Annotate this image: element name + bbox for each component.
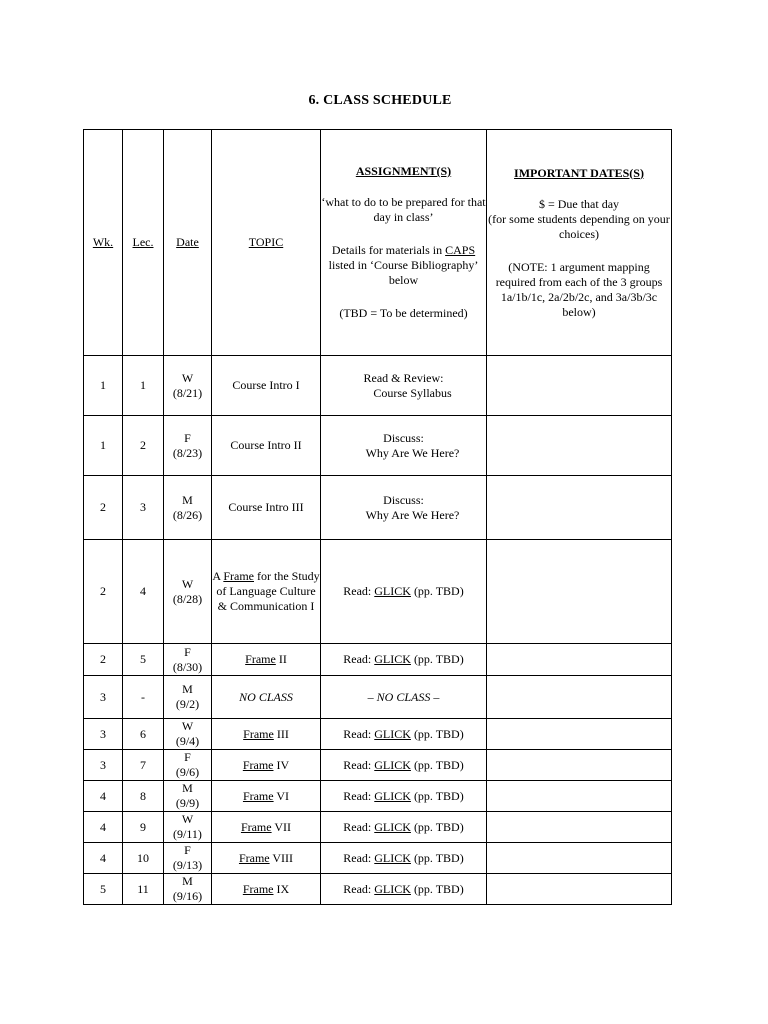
dates-title: IMPORTANT DATES(S) xyxy=(514,165,644,180)
important-dates-cell xyxy=(487,356,672,416)
header-row xyxy=(84,130,672,356)
table-row xyxy=(84,874,672,905)
assignment-cell: Discuss: Why Are We Here? xyxy=(321,416,487,476)
date-cell: F (8/30) xyxy=(164,644,212,676)
important-dates-cell xyxy=(487,676,672,719)
table-row xyxy=(84,676,672,719)
assignment-cell: Discuss: Why Are We Here? xyxy=(321,476,487,540)
topic-cell: Frame II xyxy=(212,644,321,676)
date-cell: M (9/2) xyxy=(164,676,212,719)
topic-cell: Frame VII xyxy=(212,812,321,843)
week-cell: 5 xyxy=(84,874,123,905)
topic-cell: Course Intro I xyxy=(212,356,321,416)
dates-choice-note: (for some students depending on your choices) xyxy=(488,211,670,241)
table-row xyxy=(84,719,672,750)
header-week: Wk. xyxy=(84,130,123,356)
week-cell: 2 xyxy=(84,644,123,676)
assignment-cell: Read: GLICK (pp. TBD) xyxy=(321,843,487,874)
date-cell: F (9/6) xyxy=(164,750,212,781)
week-cell: 2 xyxy=(84,540,123,644)
important-dates-cell xyxy=(487,812,672,843)
header-date: Date xyxy=(164,130,212,356)
week-cell: 3 xyxy=(84,750,123,781)
header-topic: TOPIC xyxy=(212,130,321,356)
header-lecture: Lec. xyxy=(123,130,164,356)
lecture-cell: 5 xyxy=(123,644,164,676)
topic-cell: Frame VI xyxy=(212,781,321,812)
table-row xyxy=(84,781,672,812)
week-cell: 3 xyxy=(84,719,123,750)
table-row xyxy=(84,750,672,781)
assignment-cell: Read: GLICK (pp. TBD) xyxy=(321,812,487,843)
date-cell: F (8/23) xyxy=(164,416,212,476)
week-cell: 4 xyxy=(84,843,123,874)
week-cell: 2 xyxy=(84,476,123,540)
topic-cell: Frame IV xyxy=(212,750,321,781)
header-assignment xyxy=(321,130,487,356)
topic-cell: Frame IX xyxy=(212,874,321,905)
week-cell: 4 xyxy=(84,812,123,843)
date-cell: W (8/28) xyxy=(164,540,212,644)
lecture-cell: 3 xyxy=(123,476,164,540)
assignment-cell: Read & Review: Course Syllabus xyxy=(321,356,487,416)
assignment-title: ASSIGNMENT(S) xyxy=(355,164,452,178)
week-cell: 4 xyxy=(84,781,123,812)
important-dates-cell xyxy=(487,719,672,750)
dates-mapping-note: (NOTE: 1 argument mapping required from each of the 3 groups 1a/1b/1c, 2a/2b/2c, and 3a/3b/3c below) xyxy=(495,259,663,319)
lecture-cell: - xyxy=(123,676,164,719)
table-row xyxy=(84,476,672,540)
date-cell: M (9/9) xyxy=(164,781,212,812)
header-important-dates xyxy=(487,130,672,356)
week-cell: 3 xyxy=(84,676,123,719)
lecture-cell: 10 xyxy=(123,843,164,874)
important-dates-cell xyxy=(487,843,672,874)
date-cell: M (8/26) xyxy=(164,476,212,540)
assignment-cell: Read: GLICK (pp. TBD) xyxy=(321,540,487,644)
table-row xyxy=(84,356,672,416)
date-cell: W (8/21) xyxy=(164,356,212,416)
table-row xyxy=(84,812,672,843)
lecture-cell: 9 xyxy=(123,812,164,843)
assignment-description: ‘what to do to be prepared for that day in class’ xyxy=(321,195,486,224)
topic-cell: A Frame for the Study of Language Culture & Communication I xyxy=(212,540,321,644)
date-cell: M (9/16) xyxy=(164,874,212,905)
date-cell: W (9/11) xyxy=(164,812,212,843)
table-row xyxy=(84,416,672,476)
important-dates-cell xyxy=(487,874,672,905)
lecture-cell: 2 xyxy=(123,416,164,476)
topic-cell: Course Intro III xyxy=(212,476,321,540)
assignment-cell: Read: GLICK (pp. TBD) xyxy=(321,644,487,676)
topic-cell: Course Intro II xyxy=(212,416,321,476)
topic-cell: Frame III xyxy=(212,719,321,750)
table-row xyxy=(84,540,672,644)
lecture-cell: 11 xyxy=(123,874,164,905)
important-dates-cell xyxy=(487,416,672,476)
lecture-cell: 8 xyxy=(123,781,164,812)
week-cell: 1 xyxy=(84,356,123,416)
important-dates-cell xyxy=(487,540,672,644)
date-cell: W (9/4) xyxy=(164,719,212,750)
dates-due-note: $ = Due that day xyxy=(538,196,620,211)
week-cell: 1 xyxy=(84,416,123,476)
important-dates-cell xyxy=(487,644,672,676)
table-row xyxy=(84,843,672,874)
assignment-cell: – NO CLASS – xyxy=(321,676,487,719)
assignment-cell: Read: GLICK (pp. TBD) xyxy=(321,874,487,905)
date-cell: F (9/13) xyxy=(164,843,212,874)
assignment-cell: Read: GLICK (pp. TBD) xyxy=(321,719,487,750)
lecture-cell: 7 xyxy=(123,750,164,781)
important-dates-cell xyxy=(487,781,672,812)
topic-cell: NO CLASS xyxy=(212,676,321,719)
table-row xyxy=(84,644,672,676)
topic-cell: Frame VIII xyxy=(212,843,321,874)
lecture-cell: 6 xyxy=(123,719,164,750)
lecture-cell: 1 xyxy=(123,356,164,416)
lecture-cell: 4 xyxy=(123,540,164,644)
assignment-tbd-note: (TBD = To be determined) xyxy=(339,306,468,320)
important-dates-cell xyxy=(487,476,672,540)
class-schedule-table xyxy=(83,129,672,905)
page-title: 6. CLASS SCHEDULE xyxy=(308,93,452,108)
important-dates-cell xyxy=(487,750,672,781)
assignment-cell: Read: GLICK (pp. TBD) xyxy=(321,781,487,812)
assignment-cell: Read: GLICK (pp. TBD) xyxy=(321,750,487,781)
assignment-details: Details for materials in CAPS listed in ‘Course Bibliography’ below xyxy=(328,243,479,287)
